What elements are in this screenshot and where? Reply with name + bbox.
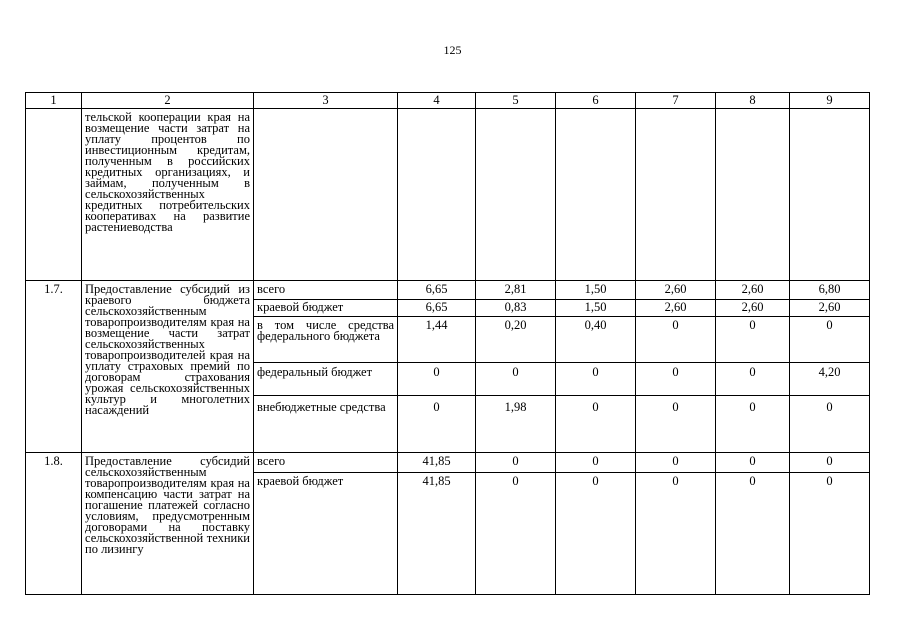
column-header: 7 <box>636 93 716 109</box>
column-header: 6 <box>556 93 636 109</box>
value-cell: 2,60 <box>636 281 716 300</box>
value-cell: 0,83 <box>476 300 556 317</box>
value-cell: 0 <box>476 363 556 396</box>
empty-cell <box>716 109 790 281</box>
value-cell: 0 <box>716 473 790 595</box>
column-header: 2 <box>82 93 254 109</box>
value-cell: 1,50 <box>556 300 636 317</box>
value-cell: 0 <box>716 453 790 473</box>
value-cell: 6,65 <box>398 281 476 300</box>
empty-cell <box>476 109 556 281</box>
value-cell: 0 <box>556 453 636 473</box>
value-cell: 0 <box>556 396 636 453</box>
value-cell: 0 <box>790 396 870 453</box>
column-header: 9 <box>790 93 870 109</box>
empty-cell <box>790 109 870 281</box>
funding-source: краевой бюджет <box>254 473 398 595</box>
value-cell: 0,40 <box>556 317 636 363</box>
value-cell: 0 <box>476 473 556 595</box>
value-cell: 6,80 <box>790 281 870 300</box>
value-cell: 0 <box>636 473 716 595</box>
value-cell: 0 <box>476 453 556 473</box>
table-row <box>26 453 870 473</box>
value-cell: 0 <box>716 317 790 363</box>
row-description: Предоставление субсидий из краевого бюджета сельскохозяйственным товаропроизводителям края на возмещение части затрат сельскохозяйственных товаропроизводителей края на уплату страховых премий по договорам страхования урожая сельскохозяйственных культур и многолетних насаждений <box>82 281 254 453</box>
value-cell: 2,81 <box>476 281 556 300</box>
value-cell: 0 <box>716 363 790 396</box>
value-cell: 0,20 <box>476 317 556 363</box>
value-cell: 41,85 <box>398 473 476 595</box>
value-cell: 41,85 <box>398 453 476 473</box>
column-header: 3 <box>254 93 398 109</box>
row-description: Предоставление субсидий сельскохозяйственным товаропроизводителям края на компенсацию части затрат на погашение платежей согласно условиям, предусмотренным договорами на поставку сельскохозяйственной техники по лизингу <box>82 453 254 595</box>
column-header: 8 <box>716 93 790 109</box>
column-header: 4 <box>398 93 476 109</box>
value-cell: 0 <box>636 453 716 473</box>
empty-cell <box>556 109 636 281</box>
value-cell: 0 <box>556 473 636 595</box>
empty-cell <box>636 109 716 281</box>
funding-source: федеральный бюджет <box>254 363 398 396</box>
column-header: 1 <box>26 93 82 109</box>
column-header: 5 <box>476 93 556 109</box>
row-description: тельской кооперации края на возмещение части затрат на уплату процентов по инвестиционным кредитам, полученным в российских кредитных организациях, и займам, полученным в сельскохозяйственных кредитных потребительских кооперативах на развитие растениеводства <box>82 109 254 281</box>
value-cell: 0 <box>790 473 870 595</box>
value-cell: 0 <box>790 317 870 363</box>
empty-cell <box>254 109 398 281</box>
funding-source: внебюджетные средства <box>254 396 398 453</box>
row-index: 1.7. <box>26 281 82 453</box>
empty-cell <box>398 109 476 281</box>
value-cell: 1,98 <box>476 396 556 453</box>
value-cell: 2,60 <box>716 281 790 300</box>
value-cell: 0 <box>636 317 716 363</box>
funding-source: краевой бюджет <box>254 300 398 317</box>
budget-table <box>25 92 870 595</box>
value-cell: 0 <box>398 363 476 396</box>
value-cell: 0 <box>636 363 716 396</box>
row-index: 1.8. <box>26 453 82 595</box>
value-cell: 2,60 <box>790 300 870 317</box>
funding-source: всего <box>254 453 398 473</box>
row-index <box>26 109 82 281</box>
table-row <box>26 281 870 300</box>
value-cell: 0 <box>636 396 716 453</box>
continuation-row <box>26 109 870 281</box>
value-cell: 6,65 <box>398 300 476 317</box>
value-cell: 1,50 <box>556 281 636 300</box>
value-cell: 0 <box>398 396 476 453</box>
value-cell: 2,60 <box>716 300 790 317</box>
funding-source: в том числе средства федерального бюджета <box>254 317 398 363</box>
value-cell: 0 <box>556 363 636 396</box>
page-number: 125 <box>443 43 462 57</box>
header-row <box>26 93 870 109</box>
value-cell: 1,44 <box>398 317 476 363</box>
value-cell: 0 <box>790 453 870 473</box>
value-cell: 0 <box>716 396 790 453</box>
value-cell: 2,60 <box>636 300 716 317</box>
funding-source: всего <box>254 281 398 300</box>
value-cell: 4,20 <box>790 363 870 396</box>
